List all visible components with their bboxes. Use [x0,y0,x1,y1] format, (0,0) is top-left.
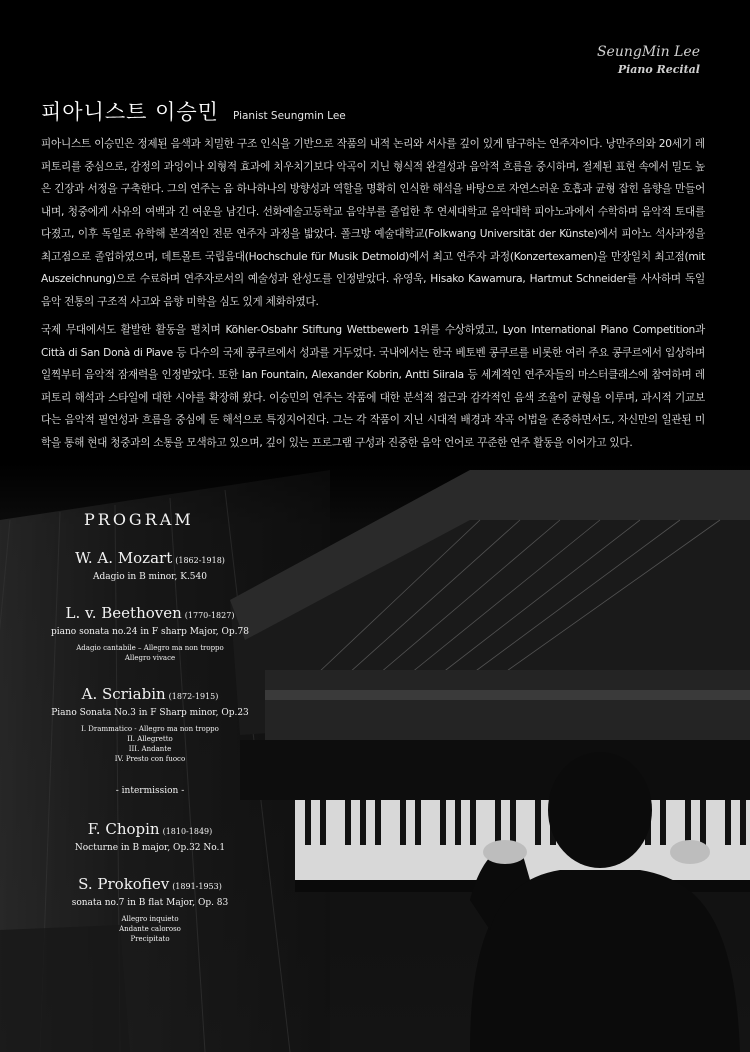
bio-paragraph: 피아니스트 이승민은 정제된 음색과 치밀한 구조 인식을 기반으로 작품의 내적 논리와 서사를 깊이 있게 탐구하는 연주자이다. 낭만주의와 20세기 레퍼토리를 중심으로, 감정의 과잉이나 외형적 효과에 치우치기보다 악곡이 지닌 형식적 완결성과 음악적 흐름을 중시하며, 절제된 표현 속에서 밀도 높은 긴장과 서정을 구축한다. 그의 연주는 음 하나하나의 방향성과 역할을 명확히 인식한 해석을 바탕으로 자연스러운 호흡과 균형 잡힌 음향을 만들어내며, 청중에게 사유의 여백과 긴 여운을 남긴다. 선화예술고등학교 음악부를 졸업한 후 연세대학교 음악대학 피아노과에서 수학하며 음악적 토대를 다졌고, 이후 독일로 유학해 본격적인 전문 연주자 과정을 밟았다. 폴크방 예술대학교(Folkwang Universität der Künste)에서 피아노 석사과정을 최고점으로 졸업하였으며, 데트몰트 국립음대(Hochschule für Musik Detmold)에서 최고 연주자 과정(Konzertexamen)을 만장일치 최고점(mit Auszeichnung)으로 수료하며 연주자로서의 예술성과 완성도를 인정받았다. 유영욱, Hisako Kawamura, Hartmut Schneider를 사사하며 독일 음악 전통의 구조적 사고와 음향 미학을 심도 있게 체화하였다. [41,138,705,308]
page-heading [41,96,346,126]
program-section [20,510,280,966]
composer-years: (1770-1827) [184,611,235,620]
brand-subtitle: Piano Recital [617,63,700,76]
program-item [20,820,280,853]
intermission: - intermission - [115,786,185,796]
movement: Adagio cantabile – Allegro ma non troppo [76,644,224,652]
composer-years: (1862-1918) [175,556,225,565]
movement: Precipitato [130,935,170,943]
program-title: PROGRAM [84,510,194,529]
movement: Andante caloroso [119,925,181,933]
recital-brand [597,43,700,79]
composer-name: S. Prokofiev [78,875,170,893]
movement: I. Drammatico - Allegro ma non troppo [81,725,219,733]
program-item [20,685,280,764]
work-title: Piano Sonata No.3 in F Sharp minor, Op.23 [51,708,249,718]
movement: Allegro inquieto [121,915,179,923]
heading-korean: 피아니스트 이승민 [41,100,219,124]
movement: III. Andante [128,745,172,753]
composer-name: W. A. Mozart [75,549,173,567]
brand-name: SeungMin Lee [596,44,700,60]
composer-name: F. Chopin [87,820,160,838]
biography [41,133,705,460]
work-title: sonata no.7 in B flat Major, Op. 83 [71,898,229,908]
work-title: Nocturne in B major, Op.32 No.1 [74,843,226,853]
program-item [20,604,280,663]
program-item [20,875,280,944]
work-title: piano sonata no.24 in F sharp Major, Op.78 [51,627,249,637]
movement: Allegro vivace [124,654,176,662]
composer-name: A. Scriabin [81,685,166,703]
bio-paragraph: 국제 무대에서도 활발한 활동을 펼치며 Köhler-Osbahr Stiftung Wettbewerb 1위를 수상하였고, Lyon International Piano Competition과 Città di San Donà di Piave 등 다수의 국제 콩쿠르에서 성과를 거두었다. 국내에서는 한국 베토벤 콩쿠르를 비롯한 여러 주요 콩쿠르에서 입상하며 일찍부터 음악적 잠재력을 인정받았다. 또한 Ian Fountain, Alexander Kobrin, Antti Siirala 등 세계적인 연주자들의 마스터클래스에 참여하며 레퍼토리 해석과 스타일에 대한 시야를 확장해 왔다. 이승민의 연주는 작품에 대한 분석적 접근과 감각적인 음색 조율이 균형을 이루며, 과시적 기교보다는 음악적 필연성과 흐름을 중심에 둔 해석으로 특징지어진다. 그는 각 작품이 지닌 시대적 배경과 작곡 어법을 존중하면서도, 자신만의 일관된 미학을 통해 현대 청중과의 소통을 모색하고 있으며, 깊이 있는 프로그램 구성과 진중한 음악 언어로 꾸준한 연주 활동을 이어가고 있다. [41,324,705,449]
composer-years: (1891-1953) [172,882,222,891]
composer-years: (1872-1915) [168,692,219,701]
movement: IV. Presto con fuoco [114,755,186,763]
movement: II. Allegretto [127,735,173,743]
composer-years: (1810-1849) [162,827,213,836]
program-item [20,549,280,582]
composer-name: L. v. Beethoven [65,604,182,622]
heading-english: Pianist Seungmin Lee [232,110,346,122]
work-title: Adagio in B minor, K.540 [93,572,207,582]
